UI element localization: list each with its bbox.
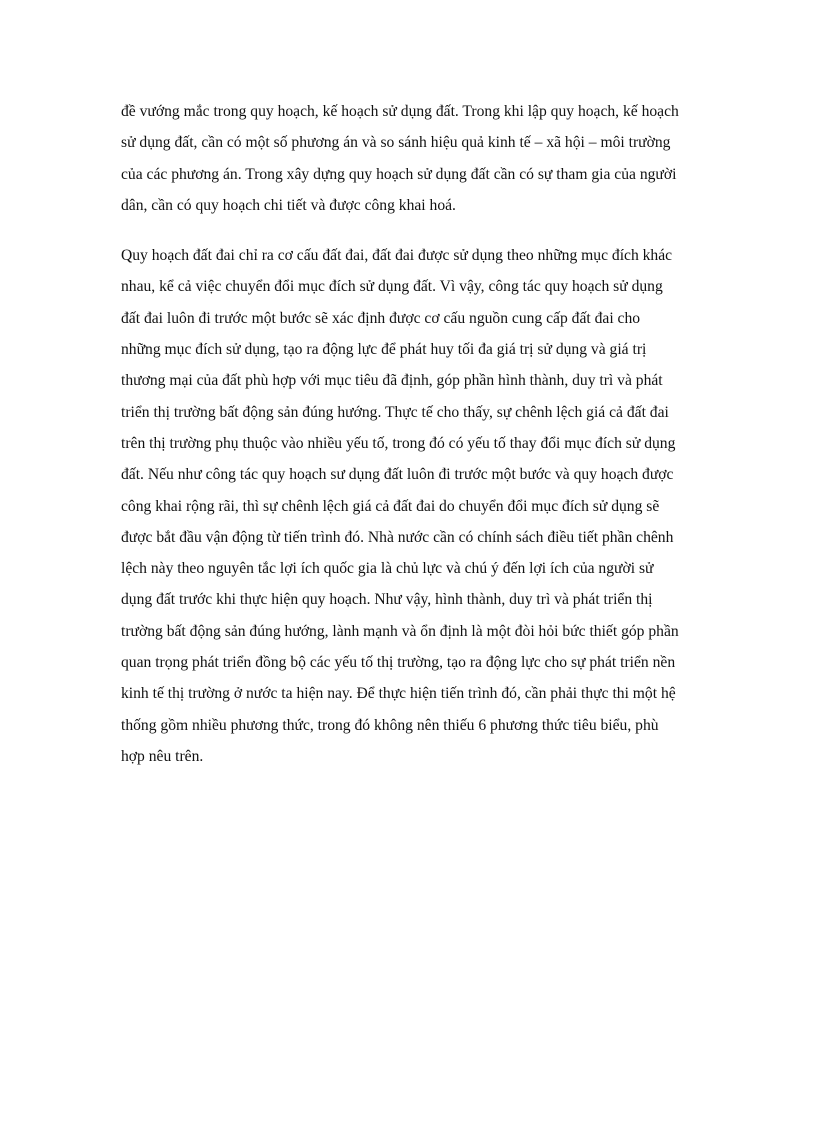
text-line: dân, cần có quy hoạch chi tiết và được công khai hoá. [121, 196, 456, 214]
text-line: thương mại của đất phù hợp với mục tiêu đã định, góp phần hình thành, duy trì và phát [121, 372, 663, 390]
document-body [121, 96, 697, 772]
text-line: kinh tế thị trường ở nước ta hiện nay. Để thực hiện tiến trình đó, cần phải thực thi một hệ [121, 685, 676, 703]
text-line: triển thị trường bất động sản đúng hướng. Thực tế cho thấy, sự chênh lệch giá cả đất đai [121, 403, 669, 421]
text-line: lệch này theo nguyên tắc lợi ích quốc gia là chủ lực và chú ý đến lợi ích của người sử [121, 560, 654, 578]
text-line: trường bất động sản đúng hướng, lành mạnh và ổn định là một đòi hỏi bức thiết góp phần [121, 622, 679, 640]
text-line: đề vướng mắc trong quy hoạch, kế hoạch sử dụng đất. Trong khi lập quy hoạch, kế hoạch [121, 103, 679, 120]
paragraph-spacer [121, 221, 697, 240]
text-line: dụng đất trước khi thực hiện quy hoạch. Như vậy, hình thành, duy trì và phát triển thị [121, 591, 653, 609]
text-line: thống gồm nhiều phương thức, trong đó không nên thiếu 6 phương thức tiêu biểu, phù [121, 716, 659, 734]
paragraph-1 [121, 96, 697, 221]
text-line: đất. Nếu như công tác quy hoạch sư dụng đất luôn đi trước một bước và quy hoạch được [121, 466, 674, 484]
text-line: sử dụng đất, cần có một số phương án và so sánh hiệu quả kinh tế – xã hội – môi trường [121, 134, 671, 152]
text-line: những mục đích sử dụng, tạo ra động lực để phát huy tối đa giá trị sử dụng và giá trị [121, 341, 647, 359]
text-line: của các phương án. Trong xây dựng quy hoạch sử dụng đất cần có sự tham gia của người [121, 165, 677, 183]
text-line: đất đai luôn đi trước một bước sẽ xác định được cơ cấu nguồn cung cấp đất đai cho [121, 309, 641, 327]
text-line: nhau, kể cả việc chuyển đổi mục đích sử dụng đất. Vì vậy, công tác quy hoạch sử dụng [121, 278, 663, 296]
text-line: hợp nêu trên. [121, 747, 204, 765]
text-line: Quy hoạch đất đai chỉ ra cơ cấu đất đai, đất đai được sử dụng theo những mục đích khác [121, 247, 673, 265]
text-line: công khai rộng rãi, thì sự chênh lệch giá cả đất đai do chuyển đổi mục đích sử dụng sẽ [121, 497, 660, 515]
text-line: quan trọng phát triển đồng bộ các yếu tố thị trường, tạo ra động lực cho sự phát triển nền [121, 654, 676, 672]
paragraph-2 [121, 240, 697, 772]
text-line: trên thị trường phụ thuộc vào nhiều yếu tố, trong đó có yếu tố thay đổi mục đích sử dụng [121, 434, 676, 452]
text-line: được bắt đầu vận động từ tiến trình đó. Nhà nước cần có chính sách điều tiết phần chênh [121, 528, 674, 546]
